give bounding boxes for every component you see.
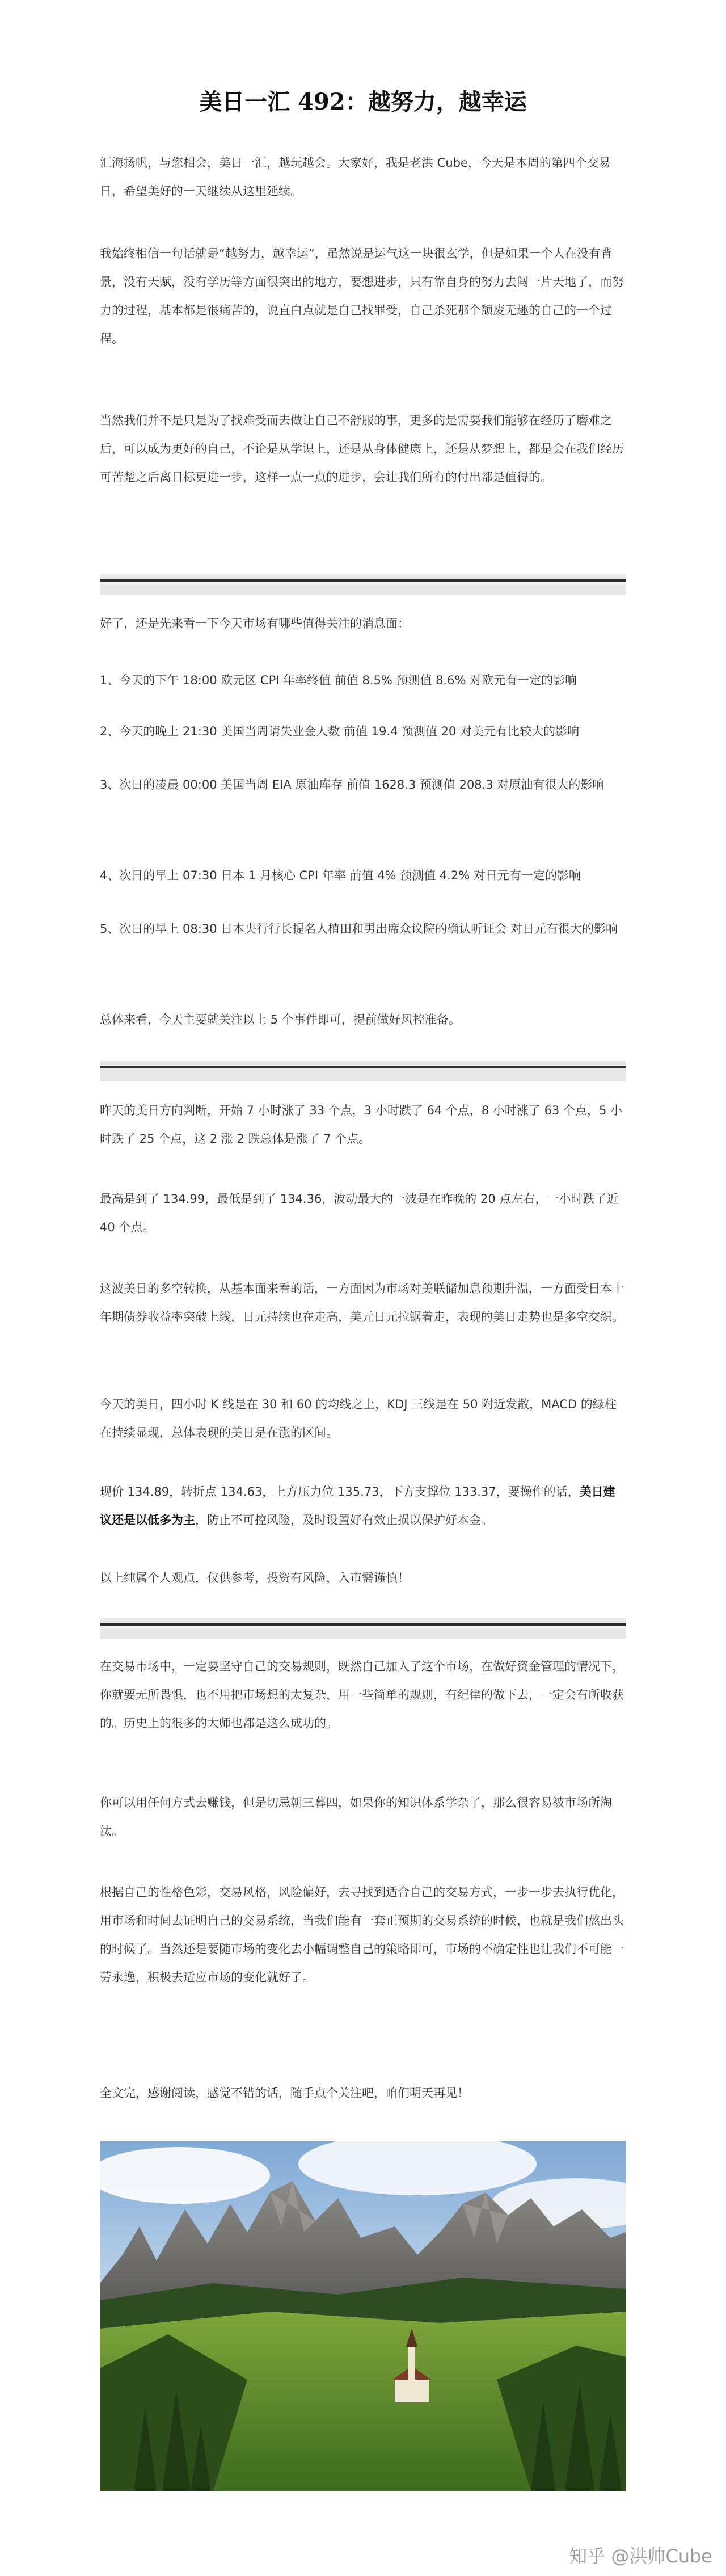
closing-paragraph: 在交易市场中，一定要坚守自己的交易规则，既然自己加入了这个市场，在做好资金管理的情况下，你就要无所畏惧，也不用把市场想的太复杂，用一些简单的规则，有纪律的做下去，一定会有所收获的。历史上的很多的大师也都是这么成功的。	[100, 1660, 624, 1730]
trade-plan-emphasis: 美日建议还是以低多为主	[100, 1485, 615, 1527]
news-item: 3、次日的凌晨 00:00 美国当周 EIA 原油库存 前值 1628.3 预测值 208.3 对原油有很大的影响	[100, 778, 605, 792]
paragraph-belief: 我始终相信一句话就是“越努力，越幸运”，虽然说是运气这一块很玄学，但是如果一个人在没有背景，没有天赋，没有学历等方面很突出的地方，要想进步，只有靠自身的努力去闯一片天地了，而努力的过程，基本都是很痛苦的，说直白点就是自己找罪受，自己杀死那个颓废无趣的自己的一个过程。	[100, 247, 624, 346]
closing-paragraph: 你可以用任何方式去赚钱，但是切忌朝三暮四，如果你的知识体系学杂了，那么很容易被市场所淘汰。	[100, 1796, 612, 1838]
closing-thanks: 全文完，感谢阅读，感觉不错的话，随手点个关注吧，咱们明天再见！	[100, 2086, 469, 2100]
paragraph-greeting: 汇海扬帆，与您相会，美日一汇，越玩越会。大家好，我是老洪 Cube，今天是本周的第四个交易日，希望美好的一天继续从这里延续。	[100, 156, 611, 198]
analysis-trade-plan	[100, 1478, 626, 1534]
mountain-landscape-image	[100, 2141, 626, 2491]
section-divider	[100, 574, 626, 595]
section-divider	[100, 1618, 626, 1639]
news-item: 4、次日的早上 07:30 日本 1 月核心 CPI 年率 前值 4% 预测值 4.2% 对日元有一定的影响	[100, 869, 581, 882]
watermark: 知乎 @洪帅Cube	[569, 2545, 712, 2567]
trade-plan-tail: ，防止不可控风险，及时设置好有效止损以保护好本金。	[195, 1513, 493, 1527]
analysis-paragraph: 昨天的美日方向判断，开始 7 小时涨了 33 个点，3 小时跌了 64 个点，8 小时涨了 63 个点，5 小时跌了 25 个点，这 2 涨 2 跌总体是涨了 7 个点。	[100, 1104, 623, 1146]
news-item: 2、今天的晚上 21:30 美国当周请失业金人数 前值 19.4 预测值 20 对美元有比较大的影响	[100, 725, 580, 738]
article-title: 美日一汇 492：越努力，越幸运	[199, 89, 527, 115]
news-item: 5、次日的早上 08:30 日本央行行长提名人植田和男出席众议院的确认听证会 对日元有很大的影响	[100, 922, 618, 936]
news-item: 1、今天的下午 18:00 欧元区 CPI 年率终值 前值 8.5% 预测值 8.6% 对欧元有一定的影响	[100, 674, 577, 687]
closing-paragraph: 根据自己的性格色彩，交易风格，风险偏好，去寻找到适合自己的交易方式，一步一步去执行优化，用市场和时间去证明自己的交易系统，当我们能有一套正预期的交易系统的时候，也就是我们熬出头的时候了。当然还是要随市场的变化去小幅调整自己的策略即可，市场的不确定性也让我们不可能一劳永逸，积极去适应市场的变化就好了。	[100, 1885, 624, 1984]
news-intro: 好了，还是先来看一下今天市场有哪些值得关注的消息面：	[100, 617, 410, 630]
analysis-paragraph: 这波美日的多空转换，从基本面来看的话，一方面因为市场对美联储加息预期升温，一方面受日本十年期债券收益率突破上线，日元持续也在走高，美元日元拉锯着走，表现的美日走势也是多空交织。	[100, 1282, 624, 1324]
trade-plan-text: 现价 134.89，转折点 134.63，上方压力位 135.73，下方支撑位 133.37，要操作的话，	[100, 1485, 580, 1499]
disclaimer: 以上纯属个人观点，仅供参考，投资有风险，入市需谨慎！	[100, 1571, 410, 1585]
analysis-paragraph: 最高是到了 134.99，最低是到了 134.36，波动最大的一波是在昨晚的 20 点左右，一小时跌了近 40 个点。	[100, 1192, 619, 1234]
analysis-paragraph: 今天的美日，四小时 K 线是在 30 和 60 的均线之上，KDJ 三线是在 50 附近发散，MACD 的绿柱在持续显现，总体表现的美日是在涨的区间。	[100, 1398, 617, 1439]
news-summary: 总体来看，今天主要就关注以上 5 个事件即可，提前做好风控准备。	[100, 1013, 461, 1026]
paragraph-effort: 当然我们并不是只是为了找难受而去做让自己不舒服的事，更多的是需要我们能够在经历了磨难之后，可以成为更好的自己，不论是从学识上，还是从身体健康上，还是从梦想上，都是会在我们经历可苦楚之后离目标更进一步，这样一点一点的进步，会让我们所有的付出都是值得的。	[100, 414, 624, 484]
section-divider	[100, 1061, 626, 1081]
